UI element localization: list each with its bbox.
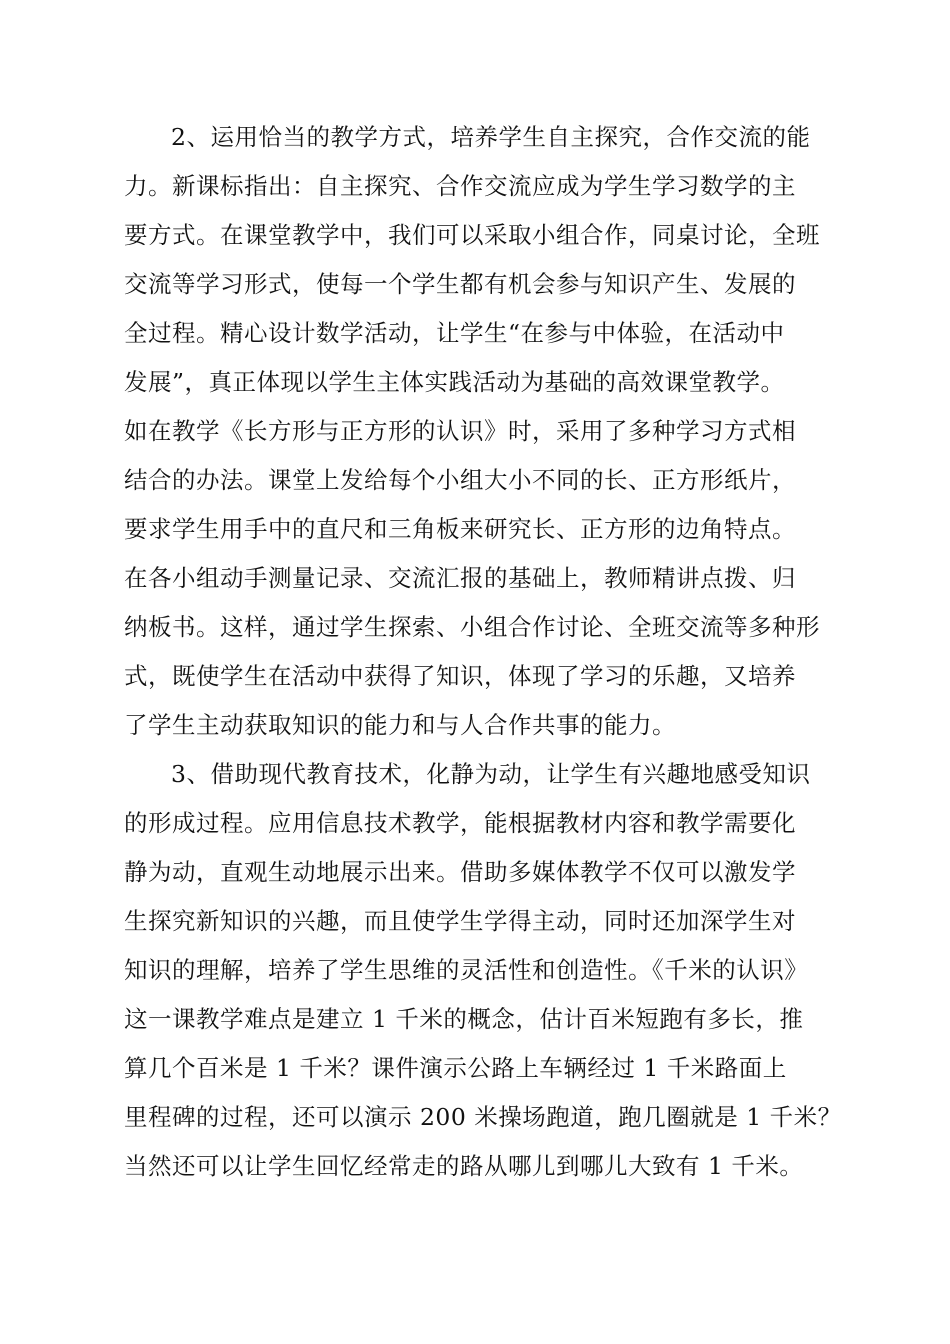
paragraph-line: 要求学生用手中的直尺和三角板来研究长、正方形的边角特点。 [124,515,796,543]
paragraph-line: 当然还可以让学生回忆经常走的路从哪儿到哪儿大致有 1 千米。 [124,1152,804,1180]
paragraph [124,113,836,750]
paragraph-line: 如在教学《长方形与正方形的认识》时，采用了多种学习方式相 [124,417,796,445]
paragraph-line: 生探究新知识的兴趣，而且使学生学得主动，同时还加深学生对 [124,907,796,935]
paragraph-line: 了学生主动获取知识的能力和与人合作共事的能力。 [124,711,676,739]
paragraph-line: 3、借助现代教育技术，化静为动，让学生有兴趣地感受知识 [171,760,811,788]
paragraph-line: 知识的理解，培养了学生思维的灵活性和创造性。《千米的认识》 [124,956,809,984]
paragraph-line: 里程碑的过程，还可以演示 200 米操场跑道，跑几圈就是 1 千米？ [124,1103,842,1131]
paragraph-line: 这一课教学难点是建立 1 千米的概念，估计百米短跑有多长，推 [124,1005,804,1033]
paragraph-line: 的形成过程。应用信息技术教学，能根据教材内容和教学需要化 [124,809,796,837]
document-body [124,113,842,1191]
paragraph-line: 式，既使学生在活动中获得了知识，体现了学习的乐趣，又培养 [124,662,796,690]
paragraph-line: 纳板书。这样，通过学生探索、小组合作讨论、全班交流等多种形 [124,613,820,641]
paragraph-line: 静为动，直观生动地展示出来。借助多媒体教学不仅可以激发学 [124,858,796,886]
paragraph-line: 结合的办法。课堂上发给每个小组大小不同的长、正方形纸片， [124,466,796,494]
paragraph-line: 全过程。精心设计数学活动，让学生“在参与中体验，在活动中 [124,319,785,347]
paragraph [124,750,842,1191]
paragraph-line: 发展”，真正体现以学生主体实践活动为基础的高效课堂教学。 [124,368,785,396]
paragraph-line: 在各小组动手测量记录、交流汇报的基础上，教师精讲点拨、归 [124,564,796,592]
paragraph-line: 算几个百米是 1 千米？课件演示公路上车辆经过 1 千米路面上 [124,1054,787,1082]
paragraph-line: 2、运用恰当的教学方式，培养学生自主探究，合作交流的能 [171,123,811,151]
paragraph-line: 交流等学习形式，使每一个学生都有机会参与知识产生、发展的 [124,270,796,298]
paragraph-line: 力。新课标指出：自主探究、合作交流应成为学生学习数学的主 [124,172,796,200]
paragraph-line: 要方式。在课堂教学中，我们可以采取小组合作，同桌讨论，全班 [124,221,820,249]
